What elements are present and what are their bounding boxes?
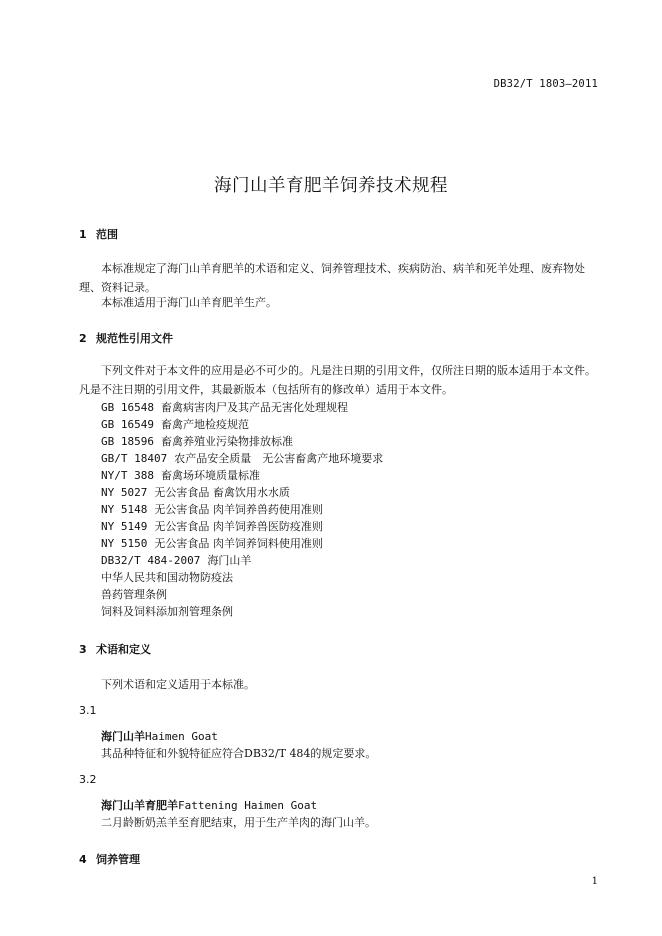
reference-item: GB/T 18407 农产品安全质量 无公害畜禽产地环境要求 <box>101 452 384 465</box>
reference-item: 饲料及饲料添加剂管理条例 <box>101 605 233 618</box>
term-definition: 二月龄断奶羔羊至育肥结束，用于生产羊肉的海门山羊。 <box>101 816 376 829</box>
reference-item: DB32/T 484-2007 海门山羊 <box>101 554 252 567</box>
section-title: 规范性引用文件 <box>96 332 173 345</box>
reference-item: NY 5150 无公害食品 肉羊饲养饲料使用准则 <box>101 537 323 550</box>
section-number: 1 <box>79 228 87 241</box>
paragraph: 下列术语和定义适用于本标准。 <box>101 678 255 691</box>
reference-item: NY 5027 无公害食品 畜禽饮用水水质 <box>101 486 290 499</box>
term-title: 海门山羊Haimen Goat <box>101 730 218 743</box>
term-number: 3.2 <box>79 773 97 786</box>
document-title: 海门山羊育肥羊饲养技术规程 <box>214 176 448 196</box>
reference-item: NY 5149 无公害食品 肉羊饲养兽医防疫准则 <box>101 520 323 533</box>
reference-item: GB 16549 畜禽产地检疫规范 <box>101 418 249 431</box>
paragraph: 下列文件对于本文件的应用是必不可少的。凡是注日期的引用文件，仅所注日期的版本适用于本文件。凡是不注日期的引用文件，其最新版本（包括所有的修改单）适用于本文件。 <box>79 364 596 396</box>
term-definition: 其品种特征和外貌特征应符合DB32/T 484的规定要求。 <box>101 747 377 760</box>
reference-item: 兽药管理条例 <box>101 588 167 601</box>
term-title: 海门山羊育肥羊Fattening Haimen Goat <box>101 799 318 812</box>
reference-item: NY/T 388 畜禽场环境质量标准 <box>101 469 260 482</box>
reference-item: GB 18596 畜禽养殖业污染物排放标准 <box>101 435 293 448</box>
section-heading-1 <box>79 226 118 242</box>
section-number: 4 <box>79 853 87 866</box>
section-number: 3 <box>79 643 87 656</box>
reference-item: NY 5148 无公害食品 肉羊饲养兽药使用准则 <box>101 503 323 516</box>
paragraph: 本标准适用于海门山羊育肥羊生产。 <box>101 296 277 309</box>
standard-code: DB32/T 1803—2011 <box>493 78 598 90</box>
section-title: 范围 <box>96 228 118 241</box>
section-heading-4 <box>79 851 140 867</box>
section-heading-2 <box>79 330 173 346</box>
section-number: 2 <box>79 332 87 345</box>
section-title: 术语和定义 <box>96 643 151 656</box>
section-heading-3 <box>79 641 151 657</box>
reference-item: 中华人民共和国动物防疫法 <box>101 571 233 584</box>
reference-item: GB 16548 畜禽病害肉尸及其产品无害化处理规程 <box>101 401 348 414</box>
term-number: 3.1 <box>79 704 97 717</box>
section-title: 饲养管理 <box>96 853 140 866</box>
page-number: 1 <box>591 876 598 887</box>
paragraph: 本标准规定了海门山羊育肥羊的术语和定义、饲养管理技术、疾病防治、病羊和死羊处理、废弃物处理、资料记录。 <box>79 262 585 294</box>
